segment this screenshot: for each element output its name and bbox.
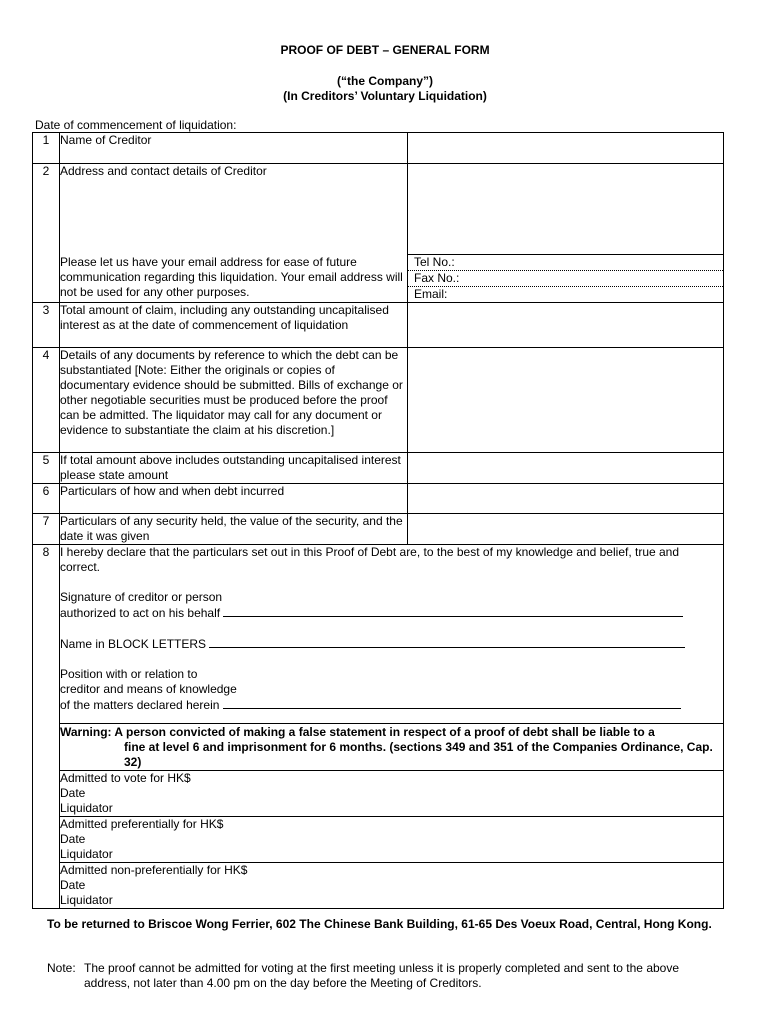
company-label: (“the Company”) <box>337 74 433 88</box>
fax-field[interactable]: Fax No.: <box>408 271 723 287</box>
admission-non-preferential: Admitted non-preferentially for HK$ Date Liquidator <box>33 863 724 909</box>
row-6: 6 Particulars of how and when debt incurred <box>33 484 724 514</box>
row-8-declaration: 8 I hereby declare that the particulars set out in this Proof of Debt are, to the best of my knowledge and belief, true and correct. Signature of creditor or person authorized to act on his behalf Name in BLOCK LETTERS Position with or relation to creditor and means of knowledge of the matters declared herein <box>33 545 724 724</box>
block-letters-name-line[interactable] <box>209 636 685 648</box>
claim-amount-field[interactable] <box>408 303 724 348</box>
row-4: 4 Details of any documents by reference to which the debt can be substantiated [Note: Either the originals or copies of documentary evidence should be submitted. Bills of exchange or other negotiable securities must be produced before the proof can be admitted. The liquidator may call for any document or evidence to substantiate the claim at his discretion.] <box>33 348 724 453</box>
row-2-address: 2 Address and contact details of Creditor <box>33 164 724 255</box>
documents-field[interactable] <box>408 348 724 453</box>
row-2-contact: Please let us have your email address for ease of future communication regarding this liquidation. Your email address will not be used for any other purposes. Tel No.: Fax No.: Email: <box>33 255 724 303</box>
admission-preferential: Admitted preferentially for HK$ Date Liquidator <box>33 817 724 863</box>
warning-row <box>33 724 724 771</box>
admission-vote: Admitted to vote for HK$ Date Liquidator <box>33 771 724 817</box>
liquidation-status: (In Creditors’ Voluntary Liquidation) <box>283 89 487 103</box>
interest-amount-field[interactable] <box>408 453 724 484</box>
row-3: 3 Total amount of claim, including any outstanding uncapitalised interest as at the date of commencement of liquidation <box>33 303 724 348</box>
creditor-address-field[interactable] <box>408 164 724 255</box>
creditor-name-field[interactable] <box>408 133 724 164</box>
row-5: 5 If total amount above includes outstanding uncapitalised interest please state amount <box>33 453 724 484</box>
position-line[interactable] <box>223 697 681 709</box>
tel-field[interactable]: Tel No.: <box>408 255 723 271</box>
warning-text-continued: fine at level 6 and imprisonment for 6 months. (sections 349 and 351 of the Companies Ordinance, Cap. 32) <box>124 740 713 769</box>
security-field[interactable] <box>408 514 724 545</box>
signature-line[interactable] <box>223 605 683 617</box>
warning-text: Warning: A person convicted of making a false statement in respect of a proof of debt shall be liable to a <box>60 725 655 739</box>
email-field[interactable]: Email: <box>414 287 448 301</box>
debt-particulars-field[interactable] <box>408 484 724 514</box>
row-7: 7 Particulars of any security held, the value of the security, and the date it was given <box>33 514 724 545</box>
proof-of-debt-table <box>32 132 724 909</box>
row-1: 1 Name of Creditor <box>33 133 724 164</box>
page-title: PROOF OF DEBT – GENERAL FORM <box>280 43 490 57</box>
footnote: Note: The proof cannot be admitted for voting at the first meeting unless it is properly completed and sent to the above address, not later than 4.00 pm on the day before the Meeting of Creditors. <box>47 961 680 990</box>
return-address: To be returned to Briscoe Wong Ferrier, 602 The Chinese Bank Building, 61-65 Des Voeux Road, Central, Hong Kong. <box>47 917 712 931</box>
declaration-text: I hereby declare that the particulars set out in this Proof of Debt are, to the best of my knowledge and belief, true and correct. <box>60 545 680 574</box>
commencement-label: Date of commencement of liquidation: <box>35 118 237 132</box>
